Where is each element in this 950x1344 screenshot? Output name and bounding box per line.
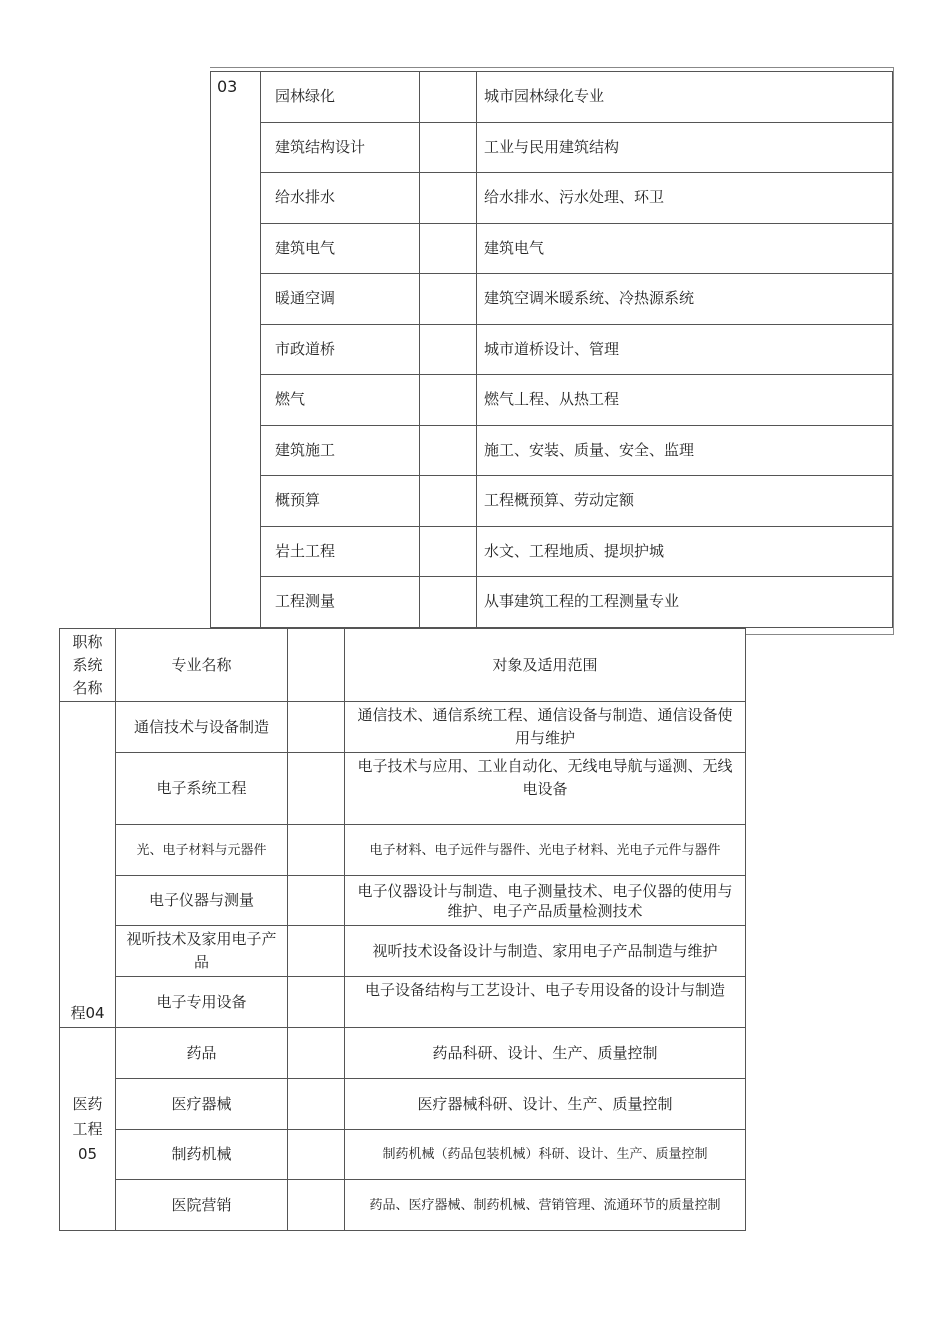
specialty-scope: 医疗器械科研、设计、生产、质量控制: [345, 1079, 746, 1130]
specialty-scope: 制药机械（药品包装机械）科研、设计、生产、质量控制: [345, 1130, 746, 1180]
header-system-name-text: 职称 系统 名称: [72, 632, 103, 697]
specialty-name: 市政道桥: [261, 324, 420, 375]
specialty-scope: 建筑空调米暖系统、冷热源系统: [477, 274, 893, 325]
group-05-label: 医药 工程 05: [72, 1094, 103, 1163]
empty-cell: [420, 324, 477, 375]
specialty-name: 药品: [116, 1028, 288, 1079]
specialty-name: 电子专用设备: [116, 977, 288, 1028]
specialty-name: 建筑电气: [261, 223, 420, 274]
empty-cell: [420, 577, 477, 628]
specialty-scope: 城市园林绿化专业: [477, 72, 893, 123]
specialty-scope: 通信技术、通信系统工程、通信设备与制造、通信设备使用与维护: [345, 702, 746, 753]
specialty-name: 岩土工程: [261, 526, 420, 577]
specialty-name: 电子系统工程: [116, 753, 288, 825]
specialty-scope: 施工、安装、质量、安全、监理: [477, 425, 893, 476]
specialty-scope: 药品、医疗器械、制药机械、营销管理、流通环节的质量控制: [345, 1180, 746, 1231]
empty-cell: [288, 825, 345, 876]
specialty-scope: 电子仪器设计与制造、电子测量技术、电子仪器的使用与维护、电子产品质量检测技术: [345, 876, 746, 926]
empty-cell: [288, 876, 345, 926]
specialty-scope: 电子设备结构与工艺设计、电子专用设备的设计与制造: [345, 977, 746, 1028]
empty-cell: [420, 173, 477, 224]
empty-cell: [288, 753, 345, 825]
header-scope: 对象及适用范围: [345, 629, 746, 702]
specialty-name: 通信技术与设备制造: [116, 702, 288, 753]
specialty-name: 园林绿化: [261, 72, 420, 123]
empty-cell: [288, 1130, 345, 1180]
engineering-specialty-table-lower: [59, 628, 746, 1231]
system-code-cell: 03: [211, 72, 261, 628]
specialty-name: 医疗器械: [116, 1079, 288, 1130]
empty-cell: [420, 375, 477, 426]
empty-cell: [288, 1180, 345, 1231]
specialty-name: 视听技术及家用电子产品: [116, 926, 288, 977]
empty-cell: [420, 476, 477, 527]
empty-cell: [288, 629, 345, 702]
header-specialty-name: 专业名称: [116, 629, 288, 702]
specialty-name: 建筑结构设计: [261, 122, 420, 173]
empty-cell: [420, 223, 477, 274]
group-05-cell: [60, 1028, 116, 1231]
specialty-name: 暖通空调: [261, 274, 420, 325]
specialty-name: 给水排水: [261, 173, 420, 224]
empty-cell: [288, 1028, 345, 1079]
specialty-scope: 水文、工程地质、提坝护城: [477, 526, 893, 577]
empty-cell: [420, 72, 477, 123]
empty-cell: [288, 702, 345, 753]
specialty-scope: 工业与民用建筑结构: [477, 122, 893, 173]
specialty-scope: 建筑电气: [477, 223, 893, 274]
specialty-scope: 燃气丄程、从热工程: [477, 375, 893, 426]
empty-cell: [288, 926, 345, 977]
engineering-specialty-table-upper: [210, 71, 893, 628]
specialty-scope: 药品科研、设计、生产、质量控制: [345, 1028, 746, 1079]
empty-cell: [420, 425, 477, 476]
specialty-scope: 电子材料、电子远件与器件、光电子材料、光电子元件与器件: [345, 825, 746, 876]
group-04-cell: [60, 702, 116, 1028]
specialty-name: 医院营销: [116, 1180, 288, 1231]
group-04-label: 程04: [70, 1004, 105, 1022]
empty-cell: [420, 274, 477, 325]
specialty-name: 光、电子材料与元器件: [116, 825, 288, 876]
specialty-name: 工程测量: [261, 577, 420, 628]
specialty-name: 电子仪器与测量: [116, 876, 288, 926]
specialty-scope: 从事建筑工程的工程测量专业: [477, 577, 893, 628]
top-table-frame-top: [210, 67, 894, 68]
empty-cell: [420, 122, 477, 173]
specialty-scope: 工程概预算、劳动定额: [477, 476, 893, 527]
specialty-name: 建筑施工: [261, 425, 420, 476]
empty-cell: [420, 526, 477, 577]
empty-cell: [288, 977, 345, 1028]
specialty-scope: 给水排水、污水处理、环卫: [477, 173, 893, 224]
empty-cell: [288, 1079, 345, 1130]
top-table-frame-right: [893, 67, 894, 635]
header-system-name: [60, 629, 116, 702]
specialty-name: 燃气: [261, 375, 420, 426]
specialty-scope: 城市道桥设计、管理: [477, 324, 893, 375]
specialty-scope: 电子技术与应用、工业自动化、无线电导航与遥测、无线电设备: [345, 753, 746, 825]
specialty-name: 制药机械: [116, 1130, 288, 1180]
specialty-scope: 视听技术设备设计与制造、家用电子产品制造与维护: [345, 926, 746, 977]
specialty-name: 概预算: [261, 476, 420, 527]
